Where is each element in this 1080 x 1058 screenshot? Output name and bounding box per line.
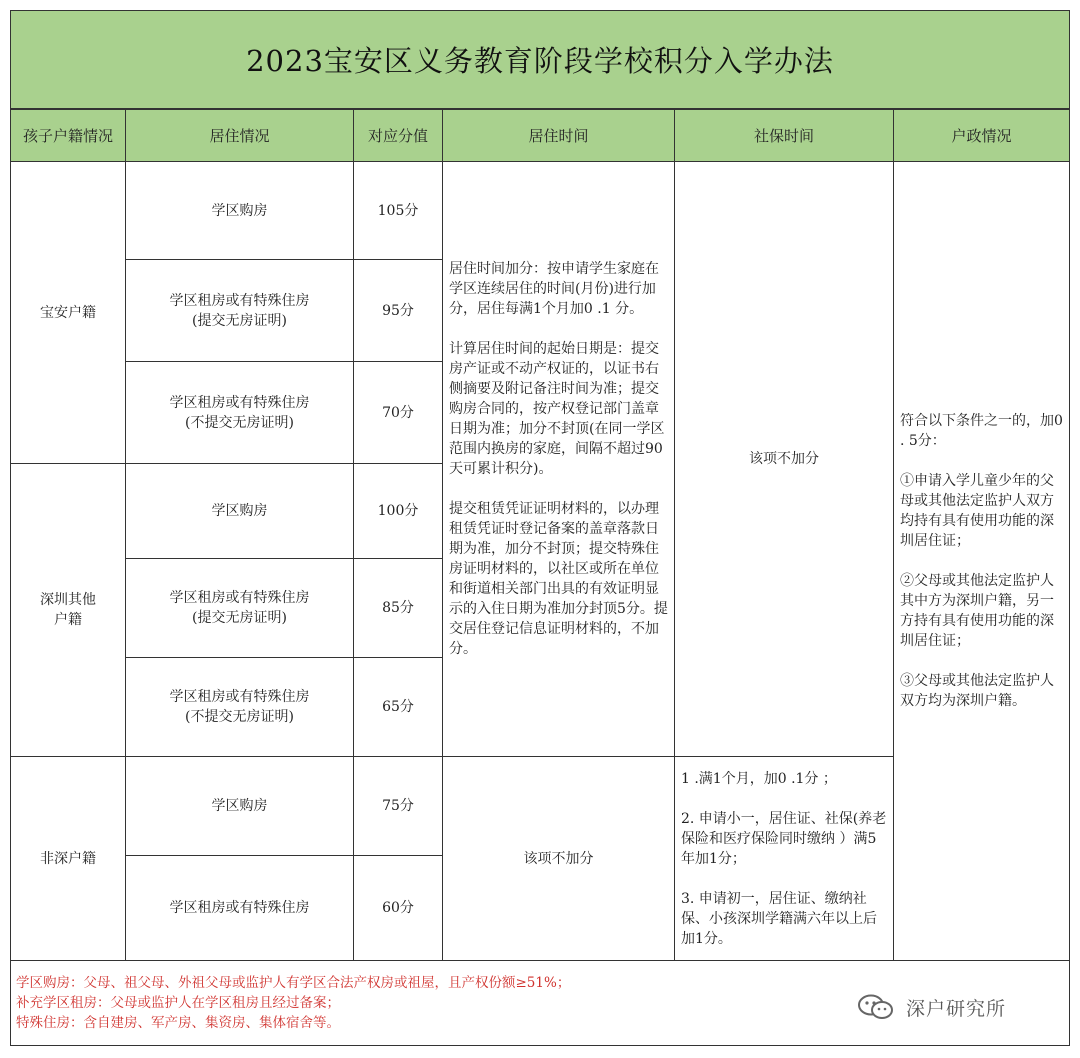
- score-cell: 95分: [353, 259, 443, 362]
- header-score: 对应分值: [353, 109, 443, 162]
- residence-cell: 学区购房: [125, 161, 354, 260]
- residence-cell: 学区租房或有特殊住房: [125, 855, 354, 961]
- social-security-rule-3: 3. 申请初一，居住证、缴纳社保、小孩深圳学籍满六年以上后加1分。: [681, 890, 877, 947]
- footnote-special-housing: 特殊住房：含自建房、军产房、集资房、集体宿舍等。: [16, 1015, 340, 1031]
- footnote-school-district-rental: 补充学区租房：父母或监护人在学区租房且经过备案；: [16, 995, 340, 1011]
- score-cell: 75分: [353, 756, 443, 856]
- household-rule-intro: 符合以下条件之一的，加0 . 5分：: [900, 413, 1063, 449]
- residence-time-rule-3: 提交租赁凭证证明材料的，以办理租赁凭证时登记备案的盖章落款日期为准，加分不封顶；提交特殊住房证明材料的，以社区或所在单位和街道相关部门出具的有效证明显示的入住日期为准加分封顶5分。提交居住登记信息证明材料的，不加分。: [449, 501, 668, 657]
- footnote-school-district-purchase: 学区购房：父母、祖父母、外祖父母或监护人有学区合法产权房或祖屋，且产权份额≥51%；: [16, 975, 571, 991]
- non-shenzhen-residence-time: 该项不加分: [442, 756, 675, 961]
- residence-cell: 学区购房: [125, 463, 354, 559]
- group-label-non-shenzhen: 非深户籍: [10, 756, 126, 961]
- residence-cell: 学区租房或有特殊住房 (提交无房证明): [125, 259, 354, 362]
- social-security-none: 该项不加分: [674, 161, 894, 757]
- residence-time-rule-1: 居住时间加分：按申请学生家庭在学区连续居住的时间(月份)进行加分，居住每满1个月加0 .1 分。: [449, 261, 659, 317]
- wechat-icon: [856, 993, 896, 1021]
- social-security-rule-2: 2. 申请小一，居住证、社保(养老保险和医疗保险同时缴纳 ）满5年加1分；: [681, 810, 887, 867]
- header-residence: 居住情况: [125, 109, 354, 162]
- household-rules: [893, 161, 1070, 961]
- residence-cell: 学区租房或有特殊住房 (不提交无房证明): [125, 361, 354, 464]
- residence-time-rules: [442, 161, 675, 757]
- household-rule-1: ①申请入学儿童少年的父母或其他法定监护人双方均持有具有使用功能的深圳居住证；: [900, 473, 1054, 549]
- watermark-text: 深户研究所: [906, 997, 1007, 1020]
- header-household: 户政情况: [893, 109, 1070, 162]
- household-rule-3: ③父母或其他法定监护人双方均为深圳户籍。: [900, 673, 1054, 709]
- group-label-shenzhen-other: 深圳其他 户籍: [10, 463, 126, 757]
- score-cell: 60分: [353, 855, 443, 961]
- score-cell: 100分: [353, 463, 443, 559]
- header-social-security: 社保时间: [674, 109, 894, 162]
- social-security-rule-1: 1 .满1个月，加0 .1分 ；: [681, 770, 837, 787]
- header-residence-time: 居住时间: [442, 109, 675, 162]
- score-cell: 85分: [353, 558, 443, 658]
- household-rule-2: ②父母或其他法定监护人其中方为深圳户籍，另一方持有具有使用功能的深圳居住证；: [900, 573, 1054, 649]
- watermark: [856, 993, 1006, 1021]
- residence-cell: 学区租房或有特殊住房 (提交无房证明): [125, 558, 354, 658]
- residence-cell: 学区购房: [125, 756, 354, 856]
- score-cell: 70分: [353, 361, 443, 464]
- non-shenzhen-social-security: [674, 756, 894, 961]
- score-cell: 65分: [353, 657, 443, 757]
- residence-cell: 学区租房或有特殊住房 (不提交无房证明): [125, 657, 354, 757]
- page-title: 2023宝安区义务教育阶段学校积分入学办法: [10, 10, 1070, 109]
- residence-time-rule-2: 计算居住时间的起始日期是：提交房产证或不动产权证的，以证书右侧摘要及附记备注时间为准；提交购房合同的，按产权登记部门盖章日期为准；加分不封顶(在同一学区范围内换房的家庭，间隔不超过90天可累计积分)。: [449, 341, 665, 477]
- group-label-baoan: 宝安户籍: [10, 161, 126, 464]
- score-cell: 105分: [353, 161, 443, 260]
- header-hukou: 孩子户籍情况: [10, 109, 126, 162]
